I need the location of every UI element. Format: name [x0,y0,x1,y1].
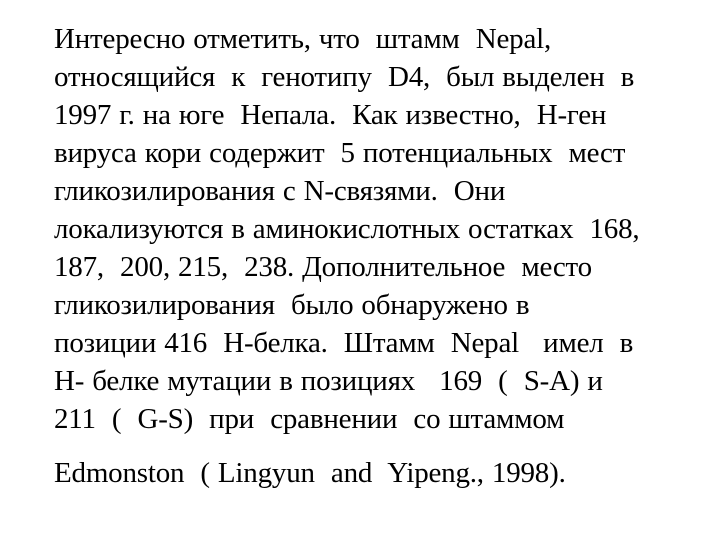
text-line: гликозилирования с N-связями. Они [54,175,506,207]
text-line: позиции 416 H-белка. Штамм Nepal имел в [54,327,634,359]
text-line: Интересно отметить, что штамм Nepal, [54,23,552,55]
text-line: вируса кори содержит 5 потенциальных мест [54,137,626,169]
text-line: 1997 г. на юге Непала. Как известно, H-ген [54,99,607,131]
body-text [54,20,704,492]
citation-line: Edmonston ( Lingyun and Yipeng., 1998). [54,457,566,489]
text-line: относящийся к генотипу D4, был выделен в [54,61,635,93]
text-line: локализуются в аминокислотных остатках 168, [54,213,640,245]
text-line: гликозилирования было обнаружено в [54,289,530,321]
text-line: 187, 200, 215, 238. Дополнительное место [54,251,592,283]
text-line: 211 ( G-S) при сравнении со штаммом [54,403,565,435]
text-line: H- белке мутации в позициях 169 ( S-A) и [54,365,603,397]
